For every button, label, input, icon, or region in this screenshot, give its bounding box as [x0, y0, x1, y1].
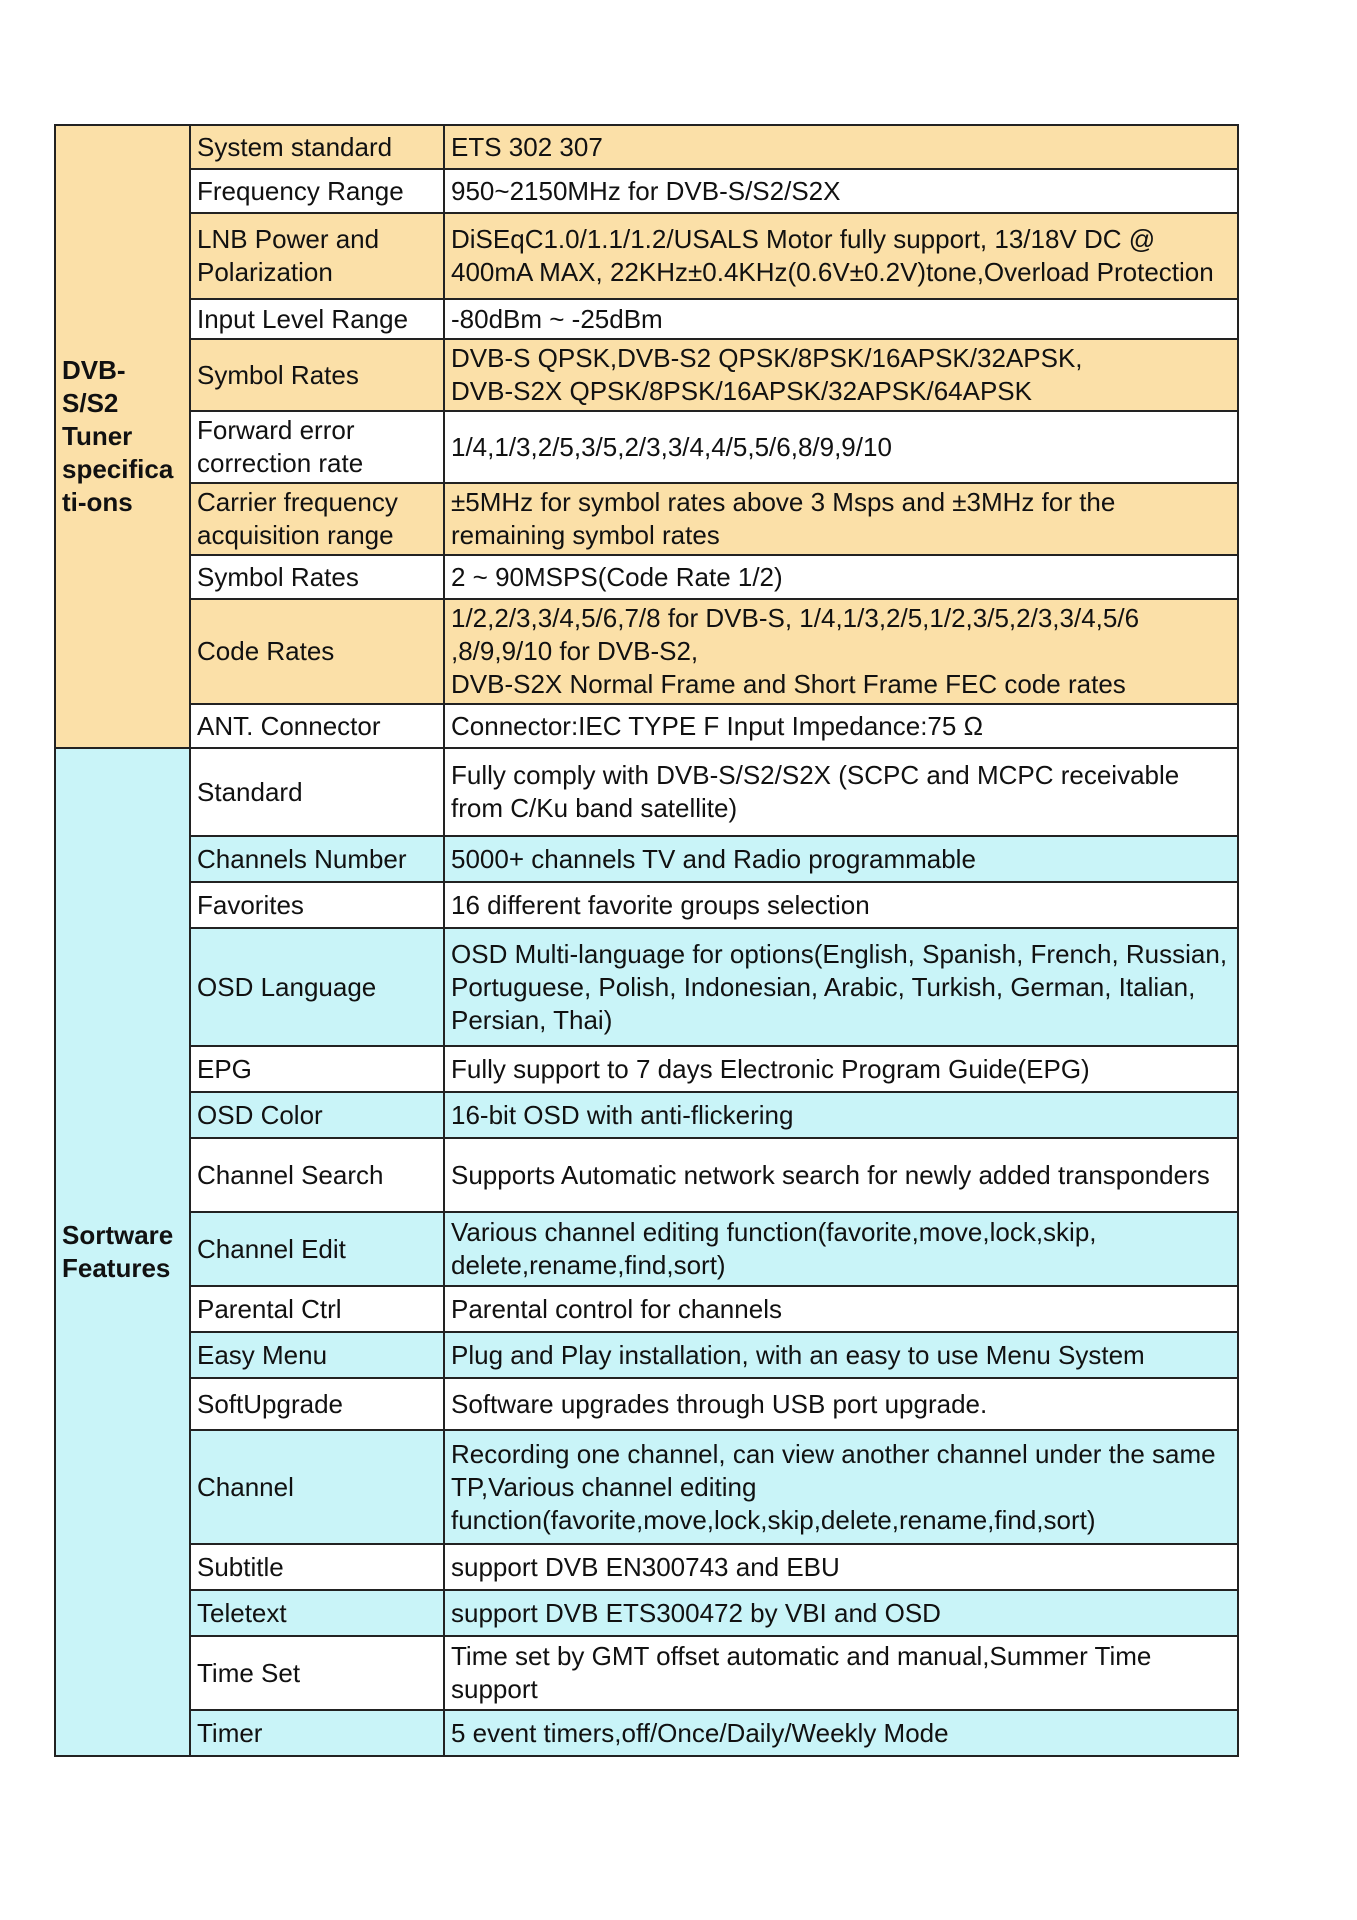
- spec-row: [55, 599, 1238, 704]
- spec-key: Standard: [190, 748, 444, 836]
- spec-value: DiSEqC1.0/1.1/1.2/USALS Motor fully support, 13/18V DC @ 400mA MAX, 22KHz±0.4KHz(0.6V±0.2V)tone,Overload Protection: [444, 213, 1238, 299]
- spec-value: Plug and Play installation, with an easy to use Menu System: [444, 1332, 1238, 1378]
- spec-key: Easy Menu: [190, 1332, 444, 1378]
- spec-key: Teletext: [190, 1590, 444, 1636]
- spec-table: [54, 124, 1239, 1757]
- spec-row: [55, 1138, 1238, 1212]
- spec-row: [55, 1378, 1238, 1430]
- spec-value: 16 different favorite groups selection: [444, 882, 1238, 928]
- spec-key: OSD Color: [190, 1092, 444, 1138]
- spec-row: [55, 299, 1238, 339]
- spec-row: [55, 1636, 1238, 1710]
- spec-row: [55, 1092, 1238, 1138]
- spec-key: EPG: [190, 1046, 444, 1092]
- spec-value: 5 event timers,off/Once/Daily/Weekly Mode: [444, 1710, 1238, 1756]
- spec-row: [55, 1430, 1238, 1544]
- spec-key: Code Rates: [190, 599, 444, 704]
- spec-table-body: [55, 125, 1238, 1756]
- spec-row: [55, 1332, 1238, 1378]
- spec-key: Parental Ctrl: [190, 1286, 444, 1332]
- spec-key: Frequency Range: [190, 169, 444, 213]
- spec-key: SoftUpgrade: [190, 1378, 444, 1430]
- spec-row: [55, 1286, 1238, 1332]
- spec-sheet: [54, 124, 1237, 1757]
- spec-value: -80dBm ~ -25dBm: [444, 299, 1238, 339]
- spec-row: [55, 483, 1238, 555]
- spec-value: support DVB EN300743 and EBU: [444, 1544, 1238, 1590]
- section-title-software: Sortware Features: [55, 748, 190, 1756]
- spec-row: [55, 1590, 1238, 1636]
- spec-key: Timer: [190, 1710, 444, 1756]
- spec-value: Supports Automatic network search for newly added transponders: [444, 1138, 1238, 1212]
- spec-value: support DVB ETS300472 by VBI and OSD: [444, 1590, 1238, 1636]
- spec-row: [55, 928, 1238, 1046]
- spec-value: 2 ~ 90MSPS(Code Rate 1/2): [444, 555, 1238, 599]
- spec-key: Channel: [190, 1430, 444, 1544]
- spec-row: [55, 411, 1238, 483]
- spec-value: 16-bit OSD with anti-flickering: [444, 1092, 1238, 1138]
- spec-key: Time Set: [190, 1636, 444, 1710]
- spec-row: [55, 1212, 1238, 1286]
- spec-key: Subtitle: [190, 1544, 444, 1590]
- spec-key: Channel Edit: [190, 1212, 444, 1286]
- spec-value: 5000+ channels TV and Radio programmable: [444, 836, 1238, 882]
- spec-row: [55, 1046, 1238, 1092]
- spec-row: [55, 1544, 1238, 1590]
- spec-row: [55, 555, 1238, 599]
- spec-row: [55, 748, 1238, 836]
- spec-key: Favorites: [190, 882, 444, 928]
- spec-value: Fully support to 7 days Electronic Program Guide(EPG): [444, 1046, 1238, 1092]
- spec-value: OSD Multi-language for options(English, Spanish, French, Russian, Portuguese, Polish, Indonesian, Arabic, Turkish, German, Italian, Persian, Thai): [444, 928, 1238, 1046]
- spec-value: 950~2150MHz for DVB-S/S2/S2X: [444, 169, 1238, 213]
- spec-key: Input Level Range: [190, 299, 444, 339]
- spec-key: OSD Language: [190, 928, 444, 1046]
- spec-key: Channels Number: [190, 836, 444, 882]
- spec-value: 1/4,1/3,2/5,3/5,2/3,3/4,4/5,5/6,8/9,9/10: [444, 411, 1238, 483]
- spec-key: LNB Power and Polarization: [190, 213, 444, 299]
- spec-row: [55, 1710, 1238, 1756]
- spec-value: Connector:IEC TYPE F Input Impedance:75 Ω: [444, 704, 1238, 748]
- spec-row: [55, 836, 1238, 882]
- spec-row: [55, 169, 1238, 213]
- spec-key: Symbol Rates: [190, 555, 444, 599]
- spec-key: ANT. Connector: [190, 704, 444, 748]
- spec-row: [55, 339, 1238, 411]
- spec-value: DVB-S QPSK,DVB-S2 QPSK/8PSK/16APSK/32APSK, DVB-S2X QPSK/8PSK/16APSK/32APSK/64APSK: [444, 339, 1238, 411]
- spec-value: ETS 302 307: [444, 125, 1238, 169]
- spec-value: ±5MHz for symbol rates above 3 Msps and ±3MHz for the remaining symbol rates: [444, 483, 1238, 555]
- spec-value: Various channel editing function(favorite,move,lock,skip, delete,rename,find,sort): [444, 1212, 1238, 1286]
- spec-value: Recording one channel, can view another channel under the same TP,Various channel editing function(favorite,move,lock,skip,delete,rename,find,sort): [444, 1430, 1238, 1544]
- spec-value: Fully comply with DVB-S/S2/S2X (SCPC and MCPC receivable from C/Ku band satellite): [444, 748, 1238, 836]
- spec-key: Carrier frequency acquisition range: [190, 483, 444, 555]
- section-title-tuner: DVB- S/S2 Tuner specifica ti-ons: [55, 125, 190, 748]
- spec-key: Forward error correction rate: [190, 411, 444, 483]
- spec-value: Software upgrades through USB port upgrade.: [444, 1378, 1238, 1430]
- spec-value: 1/2,2/3,3/4,5/6,7/8 for DVB-S, 1/4,1/3,2/5,1/2,3/5,2/3,3/4,5/6 ,8/9,9/10 for DVB-S2, DVB-S2X Normal Frame and Short Frame FEC code rates: [444, 599, 1238, 704]
- spec-value: Parental control for channels: [444, 1286, 1238, 1332]
- spec-key: System standard: [190, 125, 444, 169]
- spec-key: Symbol Rates: [190, 339, 444, 411]
- spec-value: Time set by GMT offset automatic and manual,Summer Time support: [444, 1636, 1238, 1710]
- spec-row: [55, 213, 1238, 299]
- spec-row: [55, 882, 1238, 928]
- spec-row: [55, 704, 1238, 748]
- spec-row: [55, 125, 1238, 169]
- spec-key: Channel Search: [190, 1138, 444, 1212]
